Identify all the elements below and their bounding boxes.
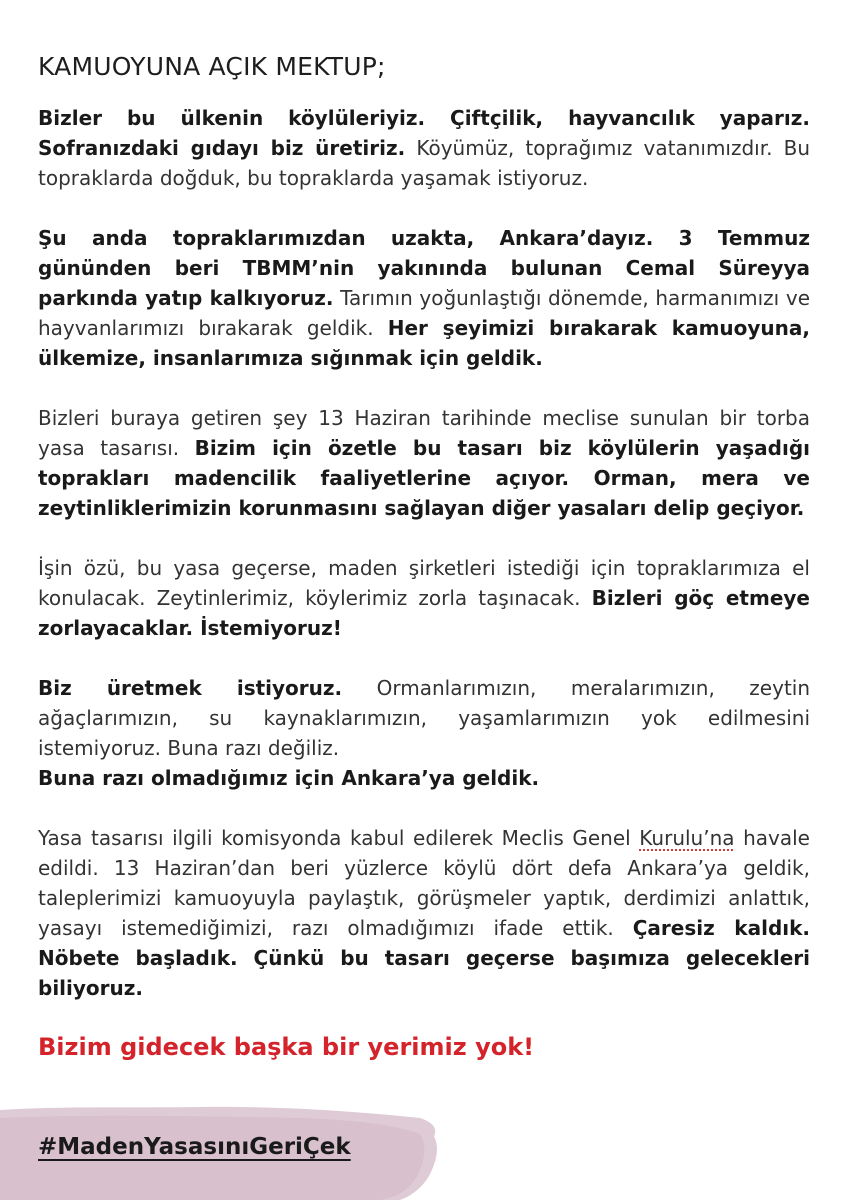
paragraph-4-normal: İşin özü, bu yasa geçerse, maden şirketleri istediği için topraklarımıza el konulacak. Zeytinlerimiz, köylerimiz zorla taşınacak. [38,556,810,610]
hashtag-link[interactable]: #MadenYasasınıGeriÇek [38,1134,351,1160]
paragraph-6-underlined-word: Kurulu’na [639,826,735,850]
paragraph-5-bold-line [38,763,810,793]
paragraph-1 [38,103,810,193]
paragraph-6-normal-2: havale edildi. 13 Haziran’dan beri yüzlerce köylü dört defa Ankara’ya geldik, taleplerimizi kamuoyuyla paylaştık, görüşmeler yaptık, derdimizi anlattık, yasayı istemediğimizi, razı olmadığımızı ifade ettik. [38,826,810,940]
paragraph-1-bold: Bizler bu ülkenin köylüleriyiz. Çiftçilik, hayvancılık yaparız. Sofranızdaki gıdayı biz üretiriz. [38,106,810,160]
paragraph-5 [38,673,810,763]
paragraph-6-normal-1: Yasa tasarısı ilgili komisyonda kabul edilerek Meclis Genel [38,826,640,850]
paragraph-2-bold-2: Her şeyimizi bırakarak kamuoyuna, ülkemize, insanlarımıza sığınmak için geldik. [38,316,810,370]
paragraph-4-bold: Bizleri göç etmeye zorlayacaklar. İstemiyoruz! [38,586,810,640]
paragraph-3 [38,403,810,523]
paragraph-3-bold: Bizim için özetle bu tasarı biz köylülerin yaşadığı toprakları madencilik faaliyetlerine açıyor. Orman, mera ve zeytinliklerimizin korunmasını sağlayan diğer yasaları delip geçiyor. [38,436,810,520]
paragraph-5-bold-line-text: Buna razı olmadığımız için Ankara’ya geldik. [38,766,540,790]
paragraph-5-bold: Biz üretmek istiyoruz. [38,676,343,700]
paragraph-2-bold-1: Şu anda topraklarımızdan uzakta, Ankara’dayız. 3 Temmuz gününden beri TBMM’nin yakınında bulunan Cemal Süreyya parkında yatıp kalkıyoruz. [38,226,810,310]
letter-title: KAMUOYUNA AÇIK MEKTUP; [38,52,386,81]
paragraph-5-normal: Ormanlarımızın, meralarımızın, zeytin ağaçlarımızın, su kaynaklarımızın, yaşamlarımızın yok edilmesini istemiyoruz. Buna razı değiliz. [38,676,811,760]
paragraph-3-normal: Bizleri buraya getiren şey 13 Haziran tarihinde meclise sunulan bir torba yasa tasarısı. [38,406,810,460]
paragraph-1-normal: Köyümüz, toprağımız vatanımızdır. Bu topraklarda doğduk, bu topraklarda yaşamak istiyoruz. [38,136,810,190]
paragraph-2-normal: Tarımın yoğunlaştığı dönemde, harmanımızı ve hayvanlarımızı bırakarak geldik. [38,286,810,340]
paragraph-6-bold: Çaresiz kaldık. Nöbete başladık. Çünkü bu tasarı geçerse başımıza gelecekleri biliyoruz. [38,916,811,1000]
paragraph-4 [38,553,810,643]
closing-statement: Bizim gidecek başka bir yerimiz yok! [38,1033,535,1061]
paragraph-6 [38,823,810,1003]
letter-body [38,52,810,1061]
paragraph-2 [38,223,810,373]
